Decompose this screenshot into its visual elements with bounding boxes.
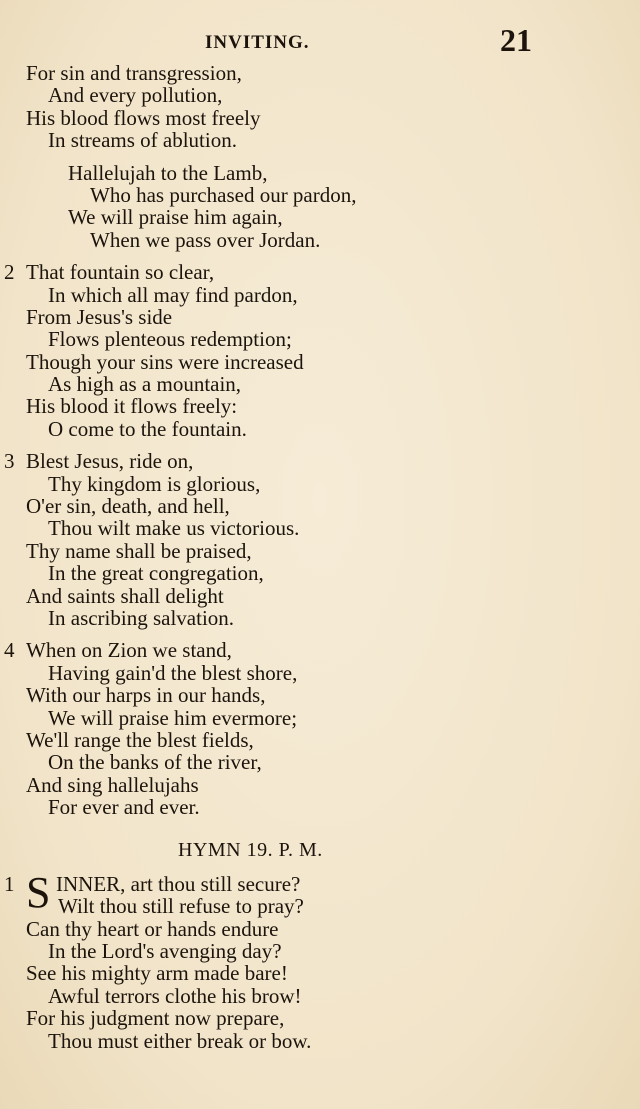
- stanza-number: 3: [4, 449, 15, 474]
- chorus-line: Hallelujah to the Lamb,: [68, 160, 268, 185]
- hymn-heading: HYMN 19. P. M.: [178, 838, 323, 861]
- verse-line: Can thy heart or hands endure: [26, 916, 279, 941]
- stanza-4: [0, 639, 640, 818]
- verse-line: Awful terrors clothe his brow!: [48, 983, 302, 1008]
- verse-line: Having gain'd the blest shore,: [48, 660, 298, 685]
- verse-line: When on Zion we stand,: [26, 638, 232, 663]
- verse-line: In the great congregation,: [48, 561, 264, 586]
- verse-line: Blest Jesus, ride on,: [26, 449, 194, 474]
- stanza-3: [0, 450, 640, 629]
- verse-line: That fountain so clear,: [26, 260, 215, 285]
- verse-line: Wilt thou still refuse to pray?: [58, 894, 304, 919]
- stanza-number: 4: [4, 638, 15, 663]
- verse-line: Thou must either break or bow.: [48, 1028, 312, 1053]
- stanza-2: [0, 261, 640, 440]
- verse-line: In which all may find pardon,: [48, 282, 298, 307]
- verse-line: In ascribing salvation.: [48, 605, 235, 630]
- chorus-line: When we pass over Jordan.: [90, 227, 321, 252]
- verse-line: In streams of ablution.: [48, 128, 237, 153]
- running-title: INVITING.: [205, 32, 310, 53]
- chorus: [0, 162, 640, 252]
- verse-line: With our harps in our hands,: [26, 683, 266, 708]
- verse-line: In the Lord's avenging day?: [48, 939, 282, 964]
- stanza-number: 2: [4, 260, 15, 285]
- verse-line: His blood it flows freely:: [26, 394, 238, 419]
- verse-line: For ever and ever.: [48, 795, 200, 820]
- hymn-text: [0, 62, 640, 1062]
- verse-line: And every pollution,: [48, 83, 223, 108]
- verse-line: And sing hallelujahs: [26, 772, 199, 797]
- page-header: [0, 22, 640, 62]
- verse-line: As high as a mountain,: [48, 372, 242, 397]
- verse-line: On the banks of the river,: [48, 750, 262, 775]
- hymn-19-stanza-1: [0, 867, 640, 1053]
- verse-line: Thy name shall be praised,: [26, 538, 252, 563]
- verse-line: See his mighty arm made bare!: [26, 961, 288, 986]
- verse-line: O'er sin, death, and hell,: [26, 494, 230, 519]
- verse-line: For sin and transgression,: [26, 61, 242, 85]
- verse-line: Thy kingdom is glorious,: [48, 471, 261, 496]
- verse-line: And saints shall delight: [26, 583, 224, 608]
- verse-line: We'll range the blest fields,: [26, 727, 254, 752]
- verse-line: Flows plenteous redemption;: [48, 327, 292, 352]
- chorus-line: Who has purchased our pardon,: [90, 182, 357, 207]
- verse-line: Thou wilt make us victorious.: [48, 516, 300, 541]
- verse-line: For his judgment now prepare,: [26, 1006, 285, 1031]
- chorus-line: We will praise him again,: [68, 205, 283, 230]
- verse-line: INNER, art thou still secure?: [56, 871, 301, 896]
- verse-line: Though your sins were increased: [26, 349, 304, 374]
- drop-cap: S: [26, 867, 51, 917]
- stanza-number: 1: [4, 871, 15, 896]
- verse-line: O come to the fountain.: [48, 416, 247, 441]
- page-number: 21: [500, 22, 532, 58]
- verse-line: His blood flows most freely: [26, 105, 261, 130]
- continued-verse: [0, 62, 640, 152]
- verse-line: From Jesus's side: [26, 304, 173, 329]
- verse-line: We will praise him evermore;: [48, 705, 298, 730]
